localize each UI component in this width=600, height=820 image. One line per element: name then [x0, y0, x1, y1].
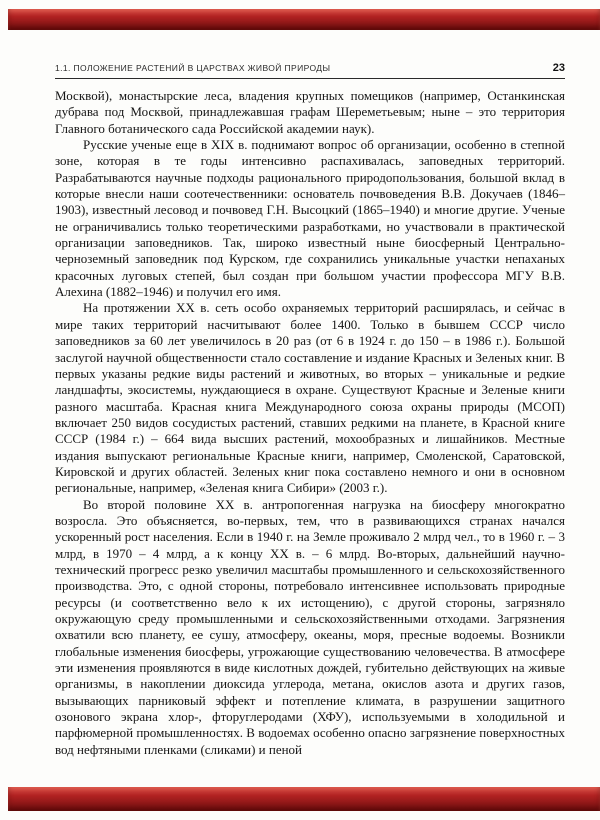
- section-header-title: 1.1. ПОЛОЖЕНИЕ РАСТЕНИЙ В ЦАРСТВАХ ЖИВОЙ ПРИРОДЫ: [55, 63, 331, 73]
- bottom-decoration-bar: [8, 787, 600, 811]
- paragraph-continuation: Москвой), монастырские леса, владения крупных помещиков (например, Останкинская дубрава под Москвой, принадлежавшая графам Шереметьевым; ныне – это территория Главного ботанического сада Российской академии наук).: [55, 88, 565, 136]
- top-decoration-bar: [8, 9, 600, 30]
- page-body-text: [55, 88, 565, 758]
- running-head: [55, 62, 565, 79]
- paragraph: Русские ученые еще в XIX в. поднимают вопрос об организации, особенно в степной зоне, которая в те годы интенсивно распахивалась, заповедных территорий. Разрабатываются научные подходы рационального природопользования, большой вклад в которые внесли наши соотечественники: основатель почвоведения В.В. Докучаев (1846–1903), известный лесовод и почвовед Г.Н. Высоцкий (1865–1940) и многие другие. Ученые не ограничивались только теоретическими разработками, но участвовали в практической организации заповедников. Так, широко известный ныне биосферный Центрально-черноземный заповедник под Курском, где сохранились уникальные участки непаханых красочных луговых степей, был создан при большом участии профессора МГУ В.В. Алехина (1882–1946) и получил его имя.: [55, 137, 565, 300]
- page-number: 23: [552, 62, 565, 74]
- paragraph: На протяжении ХХ в. сеть особо охраняемых территорий расширялась, и сейчас в мире таких территорий насчитывают более 1400. Только в бывшем СССР число заповедников за 60 лет увеличилось в 20 раз (от 6 в 1924 г. до 150 – в 1986 г.). Большой заслугой научной общественности стало составление и издание Красных и Зеленых книг. В первых указаны редкие виды растений и животных, во вторых – уникальные и редкие ландшафты, экосистемы, нуждающиеся в охране. Существуют Красные и Зеленые книги разного масштаба. Красная книга Международного союза охраны природы (МСОП) включает 250 видов сосудистых растений, ставших редкими на планете, в Красной книге СССР (1984 г.) – 664 вида высших растений, мохообразных и лишайников. Местные издания выпускают региональные Красные книги, например, Смоленской, Саратовской, Кировской и других областей. Зеленых книг пока составлено немного и они в основном региональные, например, «Зеленая книга Сибири» (2003 г.).: [55, 300, 565, 496]
- paragraph: Во второй половине ХХ в. антропогенная нагрузка на биосферу многократно возросла. Это объясняется, во-первых, тем, что в развивающихся странах начался ускоренный рост населения. Если в 1940 г. на Земле проживало 2 млрд чел., то в 1960 г. – 3 млрд, в 1970 – 4 млрд, а к концу ХХ в. – 6 млрд. Во-вторых, дальнейший научно-технический прогресс резко увеличил масштабы промышленного и сельскохозяйственного производства. Это, с одной стороны, потребовало интенсивнее использовать природные ресурсы (и соответственно вело к их истощению), с другой стороны, загрязняло окружающую среду промышленными и сельскохозяйственными отходами. Загрязнения охватили всю планету, ее сушу, атмосферу, океаны, моря, пресные водоемы. Возникли глобальные изменения биосферы, угрожающие существованию человечества. В атмосфере эти изменения проявляются в виде кислотных дождей, губительно действующих на живые организмы, в накоплении диоксида углерода, метана, окислов азота и других газов, вызывающих парниковый эффект и потепление климата, в разрушении защитного озонового экрана хлор-, фторуглеродами (ХФУ), используемыми в холодильной и парфюмерной промышленностях. В водоемах особенно опасно загрязнение поверхностных вод нефтяными пленками (сликами) и пеной: [55, 496, 565, 757]
